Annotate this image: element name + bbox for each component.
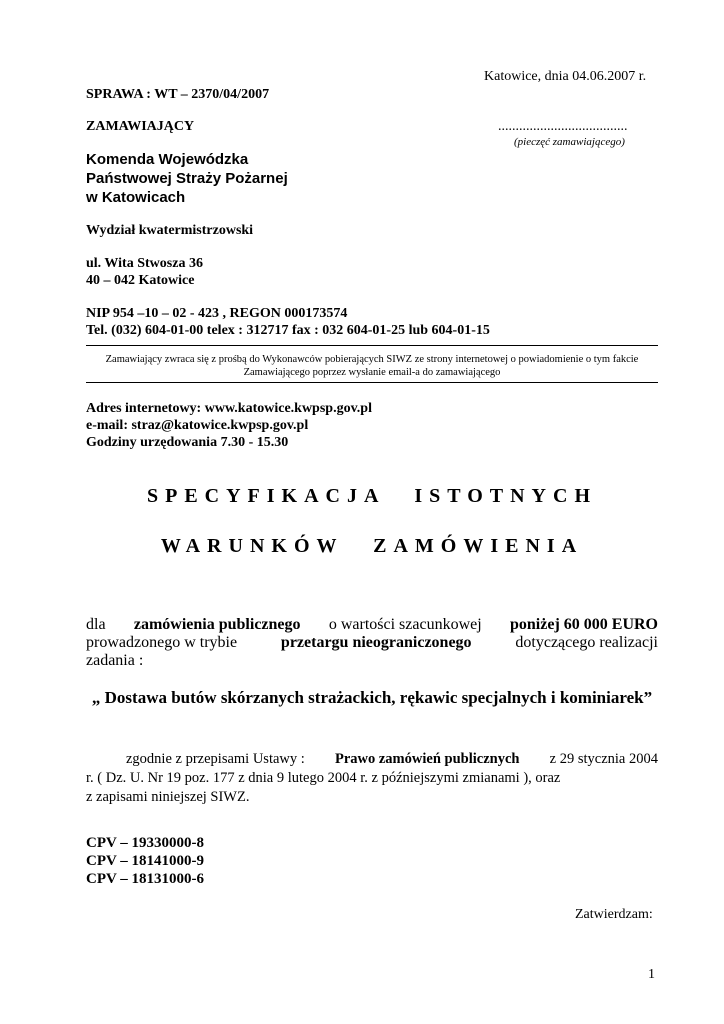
stamp-caption: (pieczęć zamawiającego) xyxy=(514,136,625,148)
stamp-dots: ..................................... xyxy=(498,119,628,134)
download-notice xyxy=(86,353,658,379)
case-reference: SPRAWA : WT – 2370/04/2007 xyxy=(86,87,270,102)
org-line: Komenda Wojewódzka xyxy=(86,151,249,168)
notice-line: Zamawiający zwraca się z prośbą do Wykonawców pobierających SIWZ ze strony internetowej o powiadomienie o tym fakcie xyxy=(105,354,639,365)
email: e-mail: straz@katowice.kwpsp.gov.pl xyxy=(86,418,309,433)
intro-line xyxy=(86,634,658,652)
cpv-codes xyxy=(86,834,204,888)
intro-line: zadania : xyxy=(86,652,144,669)
approval-label: Zatwierdzam: xyxy=(575,907,653,922)
legal-line: z zapisami niniejszej SIWZ. xyxy=(86,789,250,805)
nip-regon: NIP 954 –10 – 02 - 423 , REGON 000173574 xyxy=(86,306,348,321)
cpv-code: CPV – 19330000-8 xyxy=(86,835,205,851)
intro-line xyxy=(86,616,658,634)
phone-fax: Tel. (032) 604-01-00 telex : 312717 fax : 032 604-01-25 lub 604-01-15 xyxy=(86,323,490,338)
intro-text-bold: poniżej 60 000 EURO xyxy=(510,616,658,633)
legal-text: zgodnie z przepisami Ustawy : xyxy=(126,751,305,767)
intro-paragraph xyxy=(86,616,658,670)
legal-line xyxy=(86,750,658,769)
cpv-code: CPV – 18131000-6 xyxy=(86,871,205,887)
intro-text: o wartości szacunkowej xyxy=(328,616,482,633)
intro-text: dotyczącego realizacji xyxy=(515,634,658,651)
legal-basis xyxy=(86,750,658,807)
title-line-2: WARUNKÓW ZAMÓWIENIA xyxy=(160,535,584,557)
legal-line: r. ( Dz. U. Nr 19 poz. 177 z dnia 9 lutego 2004 r. z późniejszymi zmianami ), oraz xyxy=(86,770,561,786)
notice-line: Zamawiającego poprzez wysłanie email-a do zamawiającego xyxy=(243,367,501,378)
org-line: Państwowej Straży Pożarnej xyxy=(86,170,288,187)
intro-text: dla xyxy=(86,616,106,633)
street-address: ul. Wita Stwosza 36 xyxy=(86,256,203,271)
divider-bottom xyxy=(86,382,658,383)
divider-top xyxy=(86,345,658,346)
legal-text-bold: Prawo zamówień publicznych xyxy=(334,751,520,767)
website: Adres internetowy: www.katowice.kwpsp.gov.pl xyxy=(86,401,372,416)
office-hours: Godziny urzędowania 7.30 - 15.30 xyxy=(86,435,289,450)
cpv-code: CPV – 18141000-9 xyxy=(86,853,205,869)
place-date: Katowice, dnia 04.06.2007 r. xyxy=(484,69,647,84)
intro-text-bold: przetargu nieograniczonego xyxy=(280,634,472,651)
contracting-label: ZAMAWIAJĄCY xyxy=(86,119,195,134)
department: Wydział kwatermistrzowski xyxy=(86,223,254,238)
page-number: 1 xyxy=(648,967,655,982)
contract-subject: „ Dostawa butów skórzanych strażackich, rękawic specjalnych i kominiarek” xyxy=(91,688,653,707)
title-line-1: SPECYFIKACJA ISTOTNYCH xyxy=(146,485,598,507)
intro-text-bold: zamówienia publicznego xyxy=(133,616,301,633)
organisation-name xyxy=(86,150,288,207)
intro-text: prowadzonego w trybie xyxy=(86,634,238,651)
org-line: w Katowicach xyxy=(86,189,186,206)
legal-text: z 29 stycznia 2004 xyxy=(549,751,658,767)
city-address: 40 – 042 Katowice xyxy=(86,273,195,288)
